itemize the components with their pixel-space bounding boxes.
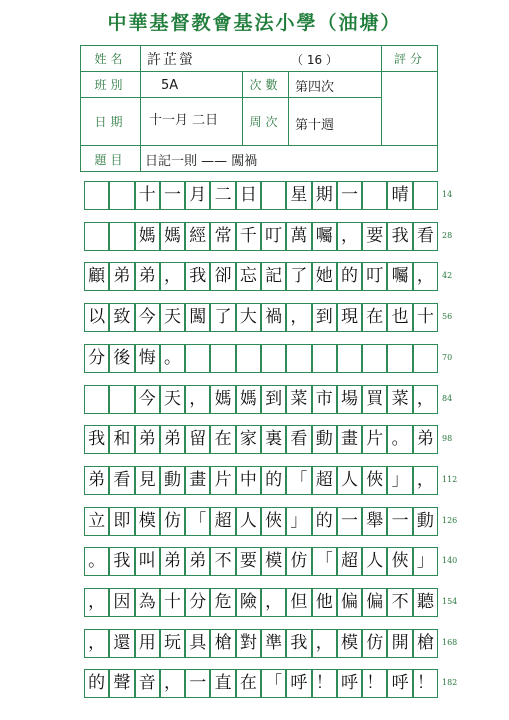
char-count: 98: [442, 434, 453, 444]
grid-char: 即: [113, 510, 131, 531]
grid-char: 具: [189, 632, 207, 653]
grid-char: 致: [113, 307, 131, 328]
grid-row: [84, 181, 438, 210]
grid-char: 模: [340, 632, 358, 653]
grid-char: 叮: [265, 225, 283, 246]
week-value: 第十週: [295, 117, 335, 133]
grid-char: 的: [265, 469, 283, 490]
grid-char: 聲: [113, 673, 131, 694]
grid-char: 弟: [416, 429, 434, 450]
grid-char: ，: [88, 632, 106, 653]
grid-char: 「: [290, 469, 308, 490]
grid-row: [84, 262, 438, 291]
grid-char: 常: [214, 225, 232, 246]
grid-char: [413, 344, 438, 373]
grid-char: 一: [340, 510, 358, 531]
grid-char: 弟: [138, 429, 156, 450]
char-count: 42: [442, 271, 453, 281]
grid-char: [286, 344, 311, 373]
grid-char: 要: [239, 551, 257, 572]
char-count: 56: [442, 312, 453, 322]
grid-char: ，: [290, 307, 308, 328]
grid-char: 忘: [239, 266, 257, 287]
grid-char: 畫: [189, 469, 207, 490]
grid-char: 還: [113, 632, 131, 653]
grid-char: ，: [88, 592, 106, 612]
grid-char: 市: [315, 388, 333, 409]
grid-row: [84, 385, 438, 414]
grid-char: 顧: [88, 266, 106, 287]
char-count: 182: [442, 678, 458, 688]
grid-char: ，: [189, 388, 207, 409]
grid-char: 畫: [340, 429, 358, 450]
char-count: 112: [442, 474, 458, 484]
grid-char: 一: [391, 510, 409, 531]
grid-char: 卻: [214, 266, 232, 287]
grid-char: [312, 344, 337, 373]
grid-char: 。: [391, 429, 409, 450]
grid-char: 」: [290, 510, 308, 531]
grid-char: ！: [416, 673, 434, 694]
char-count: 154: [442, 597, 458, 606]
grid-char: 闖: [189, 307, 207, 328]
grid-char: 俠: [366, 469, 384, 490]
grid-char: 後: [113, 347, 131, 368]
grid-char: 我: [391, 225, 409, 246]
grid-char: 今: [138, 388, 156, 409]
grid-char: ！: [366, 673, 384, 694]
grid-row: [84, 507, 438, 536]
grid-char: [236, 344, 261, 373]
grid-char: 到: [265, 388, 283, 409]
grid-char: 我: [290, 632, 308, 653]
grid-char: 十: [163, 592, 181, 612]
grid-char: 的: [88, 673, 106, 694]
grid-char: [362, 344, 387, 373]
grid-char: 媽: [138, 225, 156, 246]
grid-char: 弟: [138, 266, 156, 287]
grid-char: ，: [163, 673, 181, 694]
grid-char: 超: [340, 551, 358, 572]
grid-char: 立: [88, 510, 106, 531]
grid-char: 槍: [416, 632, 434, 653]
grid-char: 弟: [113, 266, 131, 287]
grid-char: 的: [340, 266, 358, 287]
grid-char: 超: [315, 469, 333, 490]
grid-char: 要: [366, 225, 384, 246]
grid-char: ，: [265, 592, 283, 612]
grid-char: 叮: [366, 266, 384, 287]
grid-char: 她: [315, 266, 333, 287]
grid-char: 看: [113, 469, 131, 490]
grid-char: 。: [163, 347, 181, 368]
grid-char: 不: [391, 592, 409, 612]
grid-char: 人: [340, 469, 358, 490]
grid-char: 今: [138, 307, 156, 328]
class-field: [141, 72, 243, 98]
grid-char: 在: [239, 673, 257, 694]
grid-char: [109, 181, 134, 210]
grid-char: 舉: [366, 510, 384, 531]
grid-char: [109, 222, 134, 251]
grid-char: [84, 181, 109, 210]
grid-char: 直: [214, 673, 232, 694]
grid-char: 「: [265, 673, 283, 694]
grid-char: [261, 181, 286, 210]
grid-char: 對: [239, 632, 257, 653]
grid-char: 模: [265, 551, 283, 572]
grid-char: ，: [163, 266, 181, 287]
grid-row: [84, 344, 438, 373]
times-value: 第四次: [295, 79, 335, 95]
grid-char: 不: [214, 551, 232, 572]
grid-char: 萬: [290, 225, 308, 246]
grid-char: 十: [138, 185, 156, 205]
grid-row: [84, 303, 438, 332]
grid-char: 菜: [391, 388, 409, 409]
grid-char: 叫: [138, 551, 156, 572]
grid-char: 看: [416, 225, 434, 246]
grid-char: 的: [315, 510, 333, 531]
grid-char: 我: [189, 266, 207, 287]
score-label: 評分: [382, 46, 438, 72]
grid-char: 一: [163, 185, 181, 205]
char-count: 14: [442, 190, 453, 199]
grid-char: ，: [416, 388, 434, 409]
grid-char: [185, 344, 210, 373]
grid-char: 呼: [290, 673, 308, 694]
char-count: 28: [442, 230, 453, 240]
grid-char: [387, 344, 412, 373]
grid-char: 俠: [265, 510, 283, 531]
grid-char: 音: [138, 673, 156, 694]
date-label: 日期: [81, 98, 141, 146]
grid-char: 動: [163, 469, 181, 490]
char-count: 126: [442, 515, 458, 525]
grid-char: 禍: [265, 307, 283, 328]
grid-char: 片: [366, 429, 384, 450]
grid-row: [84, 222, 438, 251]
grid-char: ，: [416, 266, 434, 287]
grid-char: [84, 222, 109, 251]
grid-char: 分: [88, 347, 106, 368]
grid-char: 月: [189, 185, 207, 205]
grid-char: 十: [416, 307, 434, 328]
grid-char: 因: [113, 592, 131, 612]
grid-char: [109, 385, 134, 414]
class-label: 班別: [81, 72, 141, 98]
grid-char: 囑: [391, 266, 409, 287]
grid-char: 為: [138, 592, 156, 612]
grid-char: 期: [315, 185, 333, 205]
grid-char: ，: [315, 632, 333, 653]
grid-char: 二: [214, 185, 232, 205]
grid-char: 現: [340, 307, 358, 328]
grid-char: 動: [416, 510, 434, 531]
grid-char: 囑: [315, 225, 333, 246]
grid-char: 了: [214, 307, 232, 328]
grid-char: 但: [290, 592, 308, 612]
topic-label: 題目: [81, 146, 141, 172]
grid-char: 大: [239, 307, 257, 328]
grid-char: 用: [138, 632, 156, 653]
name-value: 許芷螢: [147, 52, 195, 68]
name-label: 姓名: [81, 46, 141, 72]
char-count: 140: [442, 556, 458, 566]
grid-char: 弟: [189, 551, 207, 572]
grid-char: 天: [163, 388, 181, 409]
grid-char: [84, 385, 109, 414]
char-count: 70: [442, 352, 453, 362]
grid-char: 以: [88, 307, 106, 328]
grid-char: 菜: [290, 388, 308, 409]
grid-char: 仿: [366, 632, 384, 653]
date-value: 十一月 二日: [149, 112, 219, 128]
grid-char: 模: [138, 510, 156, 531]
grid-char: 記: [265, 266, 283, 287]
grid-char: 呼: [340, 673, 358, 694]
grid-char: 。: [88, 551, 106, 572]
grid-char: [413, 181, 438, 210]
grid-char: 」: [416, 551, 434, 572]
topic-value: 日記一則 —— 闖禍: [145, 153, 258, 169]
grid-char: 裏: [265, 429, 283, 450]
grid-char: 偏: [366, 592, 384, 612]
grid-char: 媽: [239, 388, 257, 409]
grid-char: 玩: [163, 632, 181, 653]
grid-char: ，: [416, 469, 434, 490]
grid-char: 「: [189, 510, 207, 531]
grid-char: 經: [189, 225, 207, 246]
grid-char: 危: [214, 592, 232, 612]
grid-char: 聽: [416, 592, 434, 612]
grid-row: [84, 629, 438, 658]
grid-row: [84, 669, 438, 698]
grid-char: 買: [366, 388, 384, 409]
info-table: [80, 45, 438, 172]
grid-char: 仿: [290, 551, 308, 572]
grid-char: 偏: [340, 592, 358, 612]
grid-char: 片: [214, 469, 232, 490]
grid-char: 人: [239, 510, 257, 531]
grid-char: 俠: [391, 551, 409, 572]
grid-char: 槍: [214, 632, 232, 653]
grid-char: [261, 344, 286, 373]
grid-char: 也: [391, 307, 409, 328]
grid-char: 場: [340, 388, 358, 409]
grid-char: 他: [315, 592, 333, 612]
grid-char: 了: [290, 266, 308, 287]
grid-row: [84, 547, 438, 576]
grid-char: 和: [113, 429, 131, 450]
grid-char: [337, 344, 362, 373]
score-box: [382, 72, 438, 146]
char-count: 168: [442, 637, 458, 647]
grid-char: 動: [315, 429, 333, 450]
grid-char: 弟: [163, 551, 181, 572]
grid-char: 家: [239, 429, 257, 450]
grid-char: [362, 181, 387, 210]
times-label: 次數: [243, 72, 289, 98]
class-value: 5A: [161, 77, 179, 93]
grid-char: 險: [239, 592, 257, 612]
grid-char: 悔: [138, 347, 156, 368]
grid-row: [84, 425, 438, 454]
grid-char: 日: [239, 185, 257, 205]
grid-char: 留: [189, 429, 207, 450]
grid-char: 媽: [214, 388, 232, 409]
grid-char: 在: [214, 429, 232, 450]
grid-char: 看: [290, 429, 308, 450]
grid-char: [210, 344, 235, 373]
grid-row: [84, 588, 438, 617]
grid-char: 一: [189, 673, 207, 694]
grid-char: 見: [138, 469, 156, 490]
grid-char: 到: [315, 307, 333, 328]
school-title: 中華基督教會基法小學（油塘）: [107, 12, 402, 34]
grid-char: 我: [88, 429, 106, 450]
grid-char: ！: [315, 673, 333, 694]
week-label: 周次: [243, 98, 289, 146]
grid-char: 弟: [163, 429, 181, 450]
grid-char: 」: [391, 469, 409, 490]
grid-char: 星: [290, 185, 308, 205]
grid-char: 晴: [391, 185, 409, 205]
grid-char: 超: [214, 510, 232, 531]
grid-row: [84, 466, 438, 495]
grid-char: 分: [189, 592, 207, 612]
grid-char: 千: [239, 225, 257, 246]
grid-char: 天: [163, 307, 181, 328]
grid-char: 一: [340, 185, 358, 205]
grid-char: 仿: [163, 510, 181, 531]
char-count: 84: [442, 393, 453, 403]
grid-char: 媽: [163, 225, 181, 246]
grid-char: 準: [265, 632, 283, 653]
grid-char: 呼: [391, 673, 409, 694]
student-number: （ 16 ）: [291, 52, 338, 67]
grid-char: 在: [366, 307, 384, 328]
grid-char: 弟: [88, 469, 106, 490]
grid-char: 開: [391, 632, 409, 653]
grid-char: 我: [113, 551, 131, 572]
grid-char: 「: [315, 551, 333, 572]
grid-char: ，: [340, 225, 358, 246]
grid-char: 人: [366, 551, 384, 572]
grid-char: 中: [239, 469, 257, 490]
